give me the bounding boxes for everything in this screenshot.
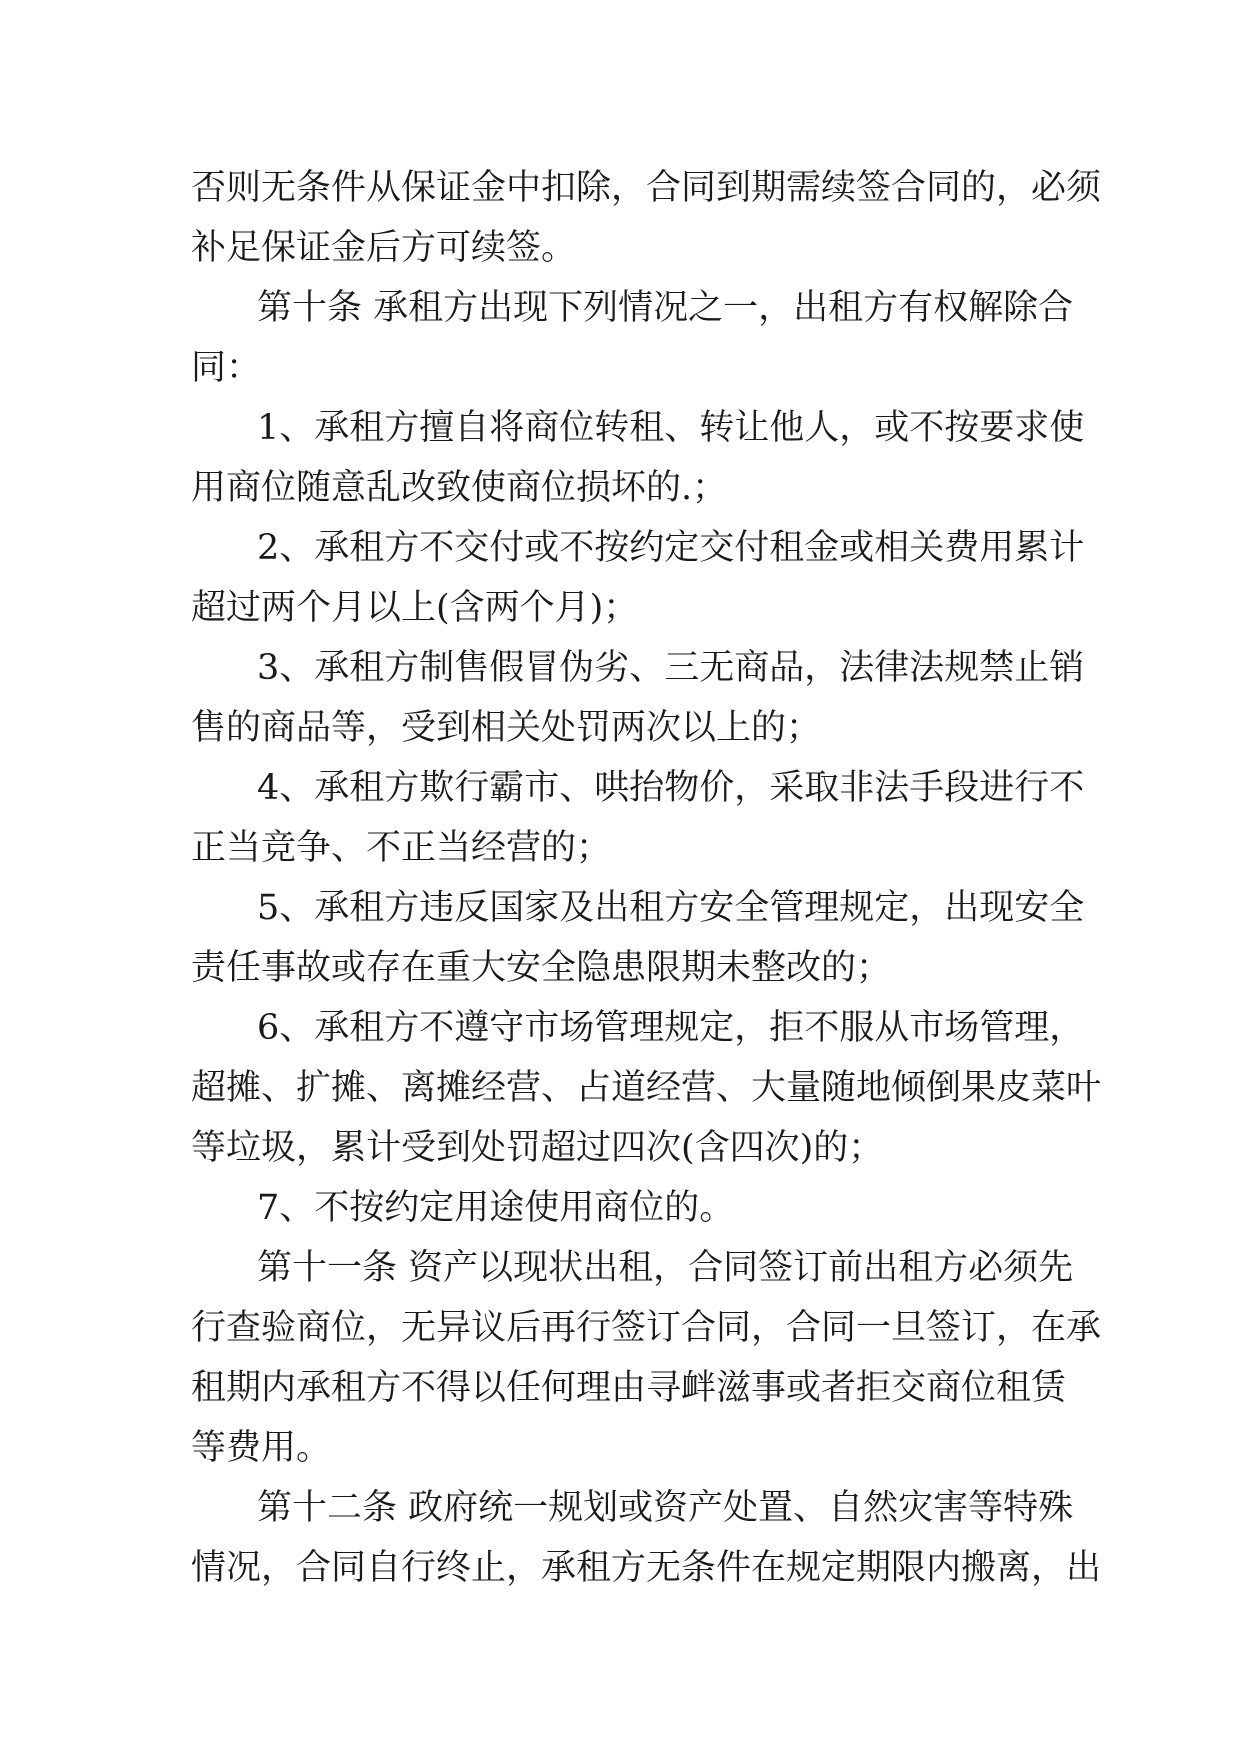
text-line: 责任事故或存在重大安全隐患限期未整改的； — [191, 948, 892, 988]
text-line: 情况，合同自行终止，承租方无条件在规定期限内搬离，出 — [191, 1548, 1102, 1588]
text-line: 5、承租方违反国家及出租方安全管理规定，出现安全 — [257, 888, 1085, 928]
paragraph-continuation — [191, 158, 1102, 278]
list-item-7 — [191, 1178, 1051, 1238]
text-line: 第十一条 资产以现状出租，合同签订前出租方必须先 — [257, 1248, 1074, 1288]
text-line: 等垃圾，累计受到处罚超过四次(含四次)的； — [191, 1128, 884, 1168]
text-line: 租期内承租方不得以任何理由寻衅滋事或者拒交商位租赁 — [191, 1368, 1067, 1408]
text-line: 第十二条 政府统一规划或资产处置、自然灾害等特殊 — [257, 1488, 1074, 1528]
text-line: 1、承租方擅自将商位转租、转让他人，或不按要求使 — [257, 408, 1085, 448]
list-item-5 — [191, 878, 1085, 998]
text-line: 6、承租方不遵守市场管理规定，拒不服从市场管理， — [257, 1008, 1085, 1048]
article-11-paragraph — [191, 1238, 1102, 1478]
text-line: 超摊、扩摊、离摊经营、占道经营、大量随地倾倒果皮菜叶 — [191, 1068, 1102, 1108]
text-line: 超过两个月以上(含两个月)； — [191, 588, 639, 628]
text-line: 4、承租方欺行霸市、哄抬物价，采取非法手段进行不 — [257, 768, 1085, 808]
list-item-2 — [191, 518, 1085, 638]
text-line: 2、承租方不交付或不按约定交付租金或相关费用累计 — [257, 528, 1085, 568]
text-line: 等费用。 — [191, 1428, 332, 1468]
document-body — [191, 158, 1102, 1598]
list-item-1 — [191, 398, 1085, 518]
text-line: 补足保证金后方可续签。 — [191, 228, 577, 268]
text-line: 行查验商位，无异议后再行签订合同，合同一旦签订，在承 — [191, 1308, 1102, 1348]
text-line: 同： — [191, 348, 262, 388]
text-line: 7、不按约定用途使用商位的。 — [257, 1188, 735, 1228]
text-line: 正当竞争、不正当经营的； — [191, 828, 612, 868]
article-12-paragraph — [191, 1478, 1102, 1598]
text-line: 3、承租方制售假冒伪劣、三无商品，法律法规禁止销 — [257, 648, 1085, 688]
article-10-paragraph — [191, 278, 1074, 398]
text-line: 否则无条件从保证金中扣除，合同到期需续签合同的，必须 — [191, 168, 1102, 208]
list-item-6 — [191, 998, 1102, 1178]
list-item-4 — [191, 758, 1085, 878]
text-line: 第十条 承租方出现下列情况之一，出租方有权解除合 — [257, 288, 1074, 328]
text-line: 售的商品等，受到相关处罚两次以上的； — [191, 708, 822, 748]
text-line: 用商位随意乱改致使商位损坏的.； — [191, 468, 728, 508]
list-item-3 — [191, 638, 1085, 758]
